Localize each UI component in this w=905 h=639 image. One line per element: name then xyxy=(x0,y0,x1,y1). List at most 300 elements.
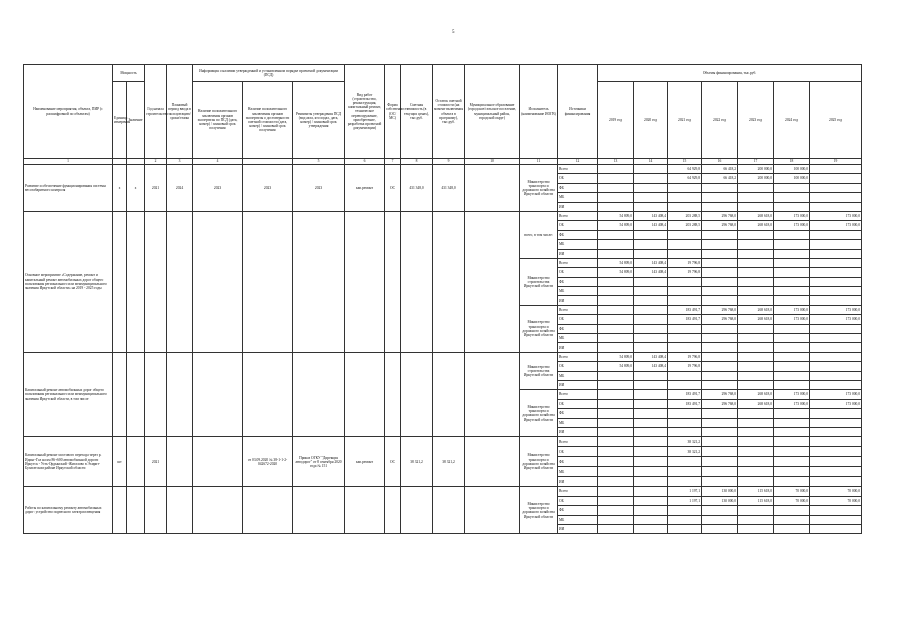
funding-value xyxy=(668,380,702,389)
funding-value xyxy=(774,334,810,343)
planned-year xyxy=(167,352,193,437)
funding-source: МБ xyxy=(558,371,598,380)
funding-value xyxy=(598,409,634,418)
funding-value xyxy=(810,343,862,352)
col-number: 8 xyxy=(401,159,433,165)
funding-value: 54 809,0 xyxy=(598,258,634,267)
funding-value xyxy=(634,230,668,239)
funding-value xyxy=(810,506,862,515)
funding-value xyxy=(810,174,862,183)
work-type: кап.ремонт xyxy=(345,437,385,487)
funding-value xyxy=(810,457,862,467)
col-header-year-2025: 2025 год xyxy=(810,82,862,159)
funding-value xyxy=(774,352,810,361)
funding-value xyxy=(668,240,702,249)
planned-year: 2024 xyxy=(167,165,193,212)
col-header-remaining-cost: Остаток сметной стоимости (на момент включения объекта в программу), тыс.руб. xyxy=(433,65,465,159)
funding-source: Всего xyxy=(558,437,598,447)
capacity-value xyxy=(127,437,145,487)
funding-value: 19 796,8 xyxy=(668,362,702,371)
psd-approval xyxy=(293,487,345,534)
table-row xyxy=(24,437,862,447)
expertise-cost xyxy=(243,211,293,352)
funding-value xyxy=(702,477,738,487)
capacity-value xyxy=(127,211,145,352)
funding-value xyxy=(738,258,774,267)
col-header-capacity: Мощность xyxy=(113,65,145,82)
funding-value xyxy=(634,371,668,380)
col-header-expertise-psd: Наличие положительного заключения органов экспертизы по ПСД (дата, номер) / плановый срок получения xyxy=(193,82,243,159)
col-header-approval: Реквизиты утверждения ПСД (вид акта, кто издал, дата, номер) / плановый срок утверждения xyxy=(293,82,345,159)
remaining-cost xyxy=(433,211,465,352)
funding-value xyxy=(738,418,774,427)
funding-value xyxy=(774,240,810,249)
funding-value xyxy=(702,506,738,515)
funding-source: Всего xyxy=(558,211,598,220)
funding-value xyxy=(810,296,862,305)
funding-value: 66 418,2 xyxy=(702,174,738,183)
funding-value xyxy=(598,174,634,183)
funding-value: 130 000,0 xyxy=(702,496,738,505)
funding-value xyxy=(702,371,738,380)
funding-value xyxy=(634,165,668,174)
planned-year xyxy=(167,211,193,352)
funding-value xyxy=(634,487,668,496)
funding-value xyxy=(810,240,862,249)
funding-value xyxy=(634,447,668,457)
municipality xyxy=(465,165,520,212)
funding-value xyxy=(634,409,668,418)
col-header-planned-year: Плановый период ввода в эксплуатацию/сроки/этапы xyxy=(167,65,193,159)
funding-value: 66 418,2 xyxy=(702,165,738,174)
funding-value xyxy=(702,324,738,333)
funding-value: 173 000,0 xyxy=(774,211,810,220)
funding-value: 268 618,0 xyxy=(738,390,774,399)
funding-source: МБ xyxy=(558,418,598,427)
funding-value xyxy=(634,506,668,515)
table-row xyxy=(24,487,862,496)
funding-value xyxy=(702,268,738,277)
col-number: 19 xyxy=(810,159,862,165)
col-header-work-type: Вид работ (строительство, реконструкция, капитальный ремонт, техническое перевооружение, приобретение, разработка проектной документации) xyxy=(345,65,385,159)
funding-value xyxy=(702,230,738,239)
funding-value xyxy=(774,230,810,239)
funding-value xyxy=(668,183,702,192)
funding-value: 296 768,0 xyxy=(702,390,738,399)
funding-value xyxy=(702,427,738,436)
funding-value xyxy=(738,193,774,202)
funding-value xyxy=(668,515,702,524)
col-header-value: Значение xyxy=(127,82,145,159)
funding-value: 19 796,8 xyxy=(668,258,702,267)
funding-value: 173 000,0 xyxy=(774,305,810,314)
funding-value: 296 768,0 xyxy=(702,305,738,314)
funding-value xyxy=(634,193,668,202)
executor: Министерство транспорта и дорожного хозяйства Иркутской области xyxy=(520,390,558,437)
funding-value: 173 000,0 xyxy=(774,399,810,408)
funding-value xyxy=(774,277,810,286)
municipality xyxy=(465,487,520,534)
capacity-unit xyxy=(113,487,127,534)
funding-value xyxy=(634,427,668,436)
funding-value xyxy=(634,249,668,258)
funding-value xyxy=(598,183,634,192)
funding-value xyxy=(598,467,634,477)
funding-value xyxy=(810,324,862,333)
funding-value: 296 768,0 xyxy=(702,221,738,230)
funding-value xyxy=(810,362,862,371)
funding-source: ФБ xyxy=(558,183,598,192)
funding-value: 54 809,0 xyxy=(598,211,634,220)
funding-value xyxy=(810,268,862,277)
start-year: 2021 xyxy=(145,165,167,212)
funding-value xyxy=(668,418,702,427)
funding-source: ИИ xyxy=(558,343,598,352)
funding-source: Всего xyxy=(558,165,598,174)
funding-value xyxy=(738,334,774,343)
funding-value xyxy=(634,343,668,352)
funding-value xyxy=(598,515,634,524)
work-type xyxy=(345,352,385,437)
funding-value xyxy=(634,380,668,389)
table-body xyxy=(24,165,862,534)
funding-value xyxy=(668,202,702,211)
col-number: 9 xyxy=(433,159,465,165)
funding-value xyxy=(738,230,774,239)
funding-value xyxy=(634,315,668,324)
funding-value xyxy=(668,277,702,286)
col-header-municipality: Муниципальное образование (городское/сельское поселение, муниципальный район, городской округ) xyxy=(465,65,520,159)
funding-value xyxy=(634,467,668,477)
col-number: 14 xyxy=(634,159,668,165)
col-number: 6 xyxy=(345,159,385,165)
funding-value xyxy=(702,287,738,296)
funding-value xyxy=(668,371,702,380)
ownership xyxy=(385,487,401,534)
funding-value: 54 809,0 xyxy=(598,268,634,277)
funding-value xyxy=(702,183,738,192)
col-header-name: Наименование мероприятия, объекта, ПИР (с расшифровкой по объектам) xyxy=(24,65,113,159)
funding-value xyxy=(810,515,862,524)
funding-value: 143 408,4 xyxy=(634,221,668,230)
col-number: 10 xyxy=(465,159,520,165)
funding-value xyxy=(634,277,668,286)
funding-value xyxy=(634,437,668,447)
capacity-unit: шт xyxy=(113,437,127,487)
planned-year xyxy=(167,487,193,534)
funding-value: 143 408,4 xyxy=(634,258,668,267)
funding-source: МБ xyxy=(558,467,598,477)
funding-source: ФБ xyxy=(558,277,598,286)
funding-value xyxy=(702,343,738,352)
funding-value: 173 000,0 xyxy=(810,305,862,314)
funding-value xyxy=(702,362,738,371)
funding-value: 54 809,0 xyxy=(598,362,634,371)
funding-value: 173 000,0 xyxy=(810,211,862,220)
funding-value xyxy=(738,249,774,258)
funding-value xyxy=(738,524,774,533)
funding-value xyxy=(774,343,810,352)
col-number: 3 xyxy=(167,159,193,165)
funding-value xyxy=(598,305,634,314)
funding-value xyxy=(634,457,668,467)
funding-value xyxy=(634,334,668,343)
planned-year xyxy=(167,437,193,487)
funding-value xyxy=(774,296,810,305)
funding-value xyxy=(810,437,862,447)
expertise-psd xyxy=(193,487,243,534)
funding-value xyxy=(668,287,702,296)
funding-value xyxy=(810,467,862,477)
funding-value: 173 000,0 xyxy=(774,390,810,399)
capacity-value: х xyxy=(127,165,145,212)
funding-value xyxy=(702,249,738,258)
measure-name: Развитие и обеспечение функционирования системы весогабаритного контроля xyxy=(24,165,113,212)
funding-value xyxy=(634,524,668,533)
start-year xyxy=(145,352,167,437)
funding-value xyxy=(598,324,634,333)
executor: всего, в том числе: xyxy=(520,211,558,258)
funding-value: 173 000,0 xyxy=(810,315,862,324)
col-header-year-2020: 2020 год xyxy=(634,82,668,159)
capacity-value xyxy=(127,352,145,437)
funding-value: 203 288,5 xyxy=(668,211,702,220)
funding-source: ИИ xyxy=(558,427,598,436)
funding-value xyxy=(738,427,774,436)
funding-source: Всего xyxy=(558,305,598,314)
executor: Министерство транспорта и дорожного хозяйства Иркутской области xyxy=(520,305,558,352)
funding-source: МБ xyxy=(558,287,598,296)
funding-value xyxy=(738,183,774,192)
funding-source: МБ xyxy=(558,240,598,249)
funding-value xyxy=(738,268,774,277)
funding-value xyxy=(774,324,810,333)
funding-source: ОБ xyxy=(558,362,598,371)
funding-value xyxy=(598,249,634,258)
funding-source: ИИ xyxy=(558,249,598,258)
funding-value xyxy=(598,506,634,515)
capacity-unit xyxy=(113,352,127,437)
funding-value: 1 197,1 xyxy=(668,496,702,505)
estimated-cost: 38 321,2 xyxy=(401,437,433,487)
funding-source: ОБ xyxy=(558,221,598,230)
remaining-cost: 431 348,0 xyxy=(433,165,465,212)
estimated-cost xyxy=(401,211,433,352)
col-number: 5 xyxy=(293,159,345,165)
funding-value xyxy=(598,437,634,447)
col-header-financing: Объемы финансирования, тыс.руб. xyxy=(598,65,862,82)
funding-value xyxy=(634,496,668,505)
funding-value xyxy=(774,524,810,533)
funding-source: ИИ xyxy=(558,296,598,305)
funding-value xyxy=(738,506,774,515)
funding-value: 173 000,0 xyxy=(810,390,862,399)
funding-value: 203 288,5 xyxy=(668,221,702,230)
remaining-cost: 38 321,2 xyxy=(433,437,465,487)
funding-value xyxy=(598,487,634,496)
funding-value xyxy=(774,427,810,436)
funding-value xyxy=(810,477,862,487)
funding-value xyxy=(810,287,862,296)
funding-value xyxy=(702,437,738,447)
funding-value xyxy=(774,258,810,267)
funding-value xyxy=(598,418,634,427)
funding-value xyxy=(702,524,738,533)
col-number: 17 xyxy=(738,159,774,165)
funding-source: МБ xyxy=(558,515,598,524)
funding-source: Всего xyxy=(558,258,598,267)
remaining-cost xyxy=(433,487,465,534)
funding-value xyxy=(598,315,634,324)
funding-value xyxy=(774,183,810,192)
funding-value xyxy=(774,418,810,427)
funding-value: 70 000,0 xyxy=(774,487,810,496)
funding-value xyxy=(634,296,668,305)
page-number: 5 xyxy=(452,30,455,35)
funding-value xyxy=(774,268,810,277)
funding-value xyxy=(738,447,774,457)
funding-value xyxy=(738,343,774,352)
funding-value xyxy=(738,457,774,467)
funding-value xyxy=(810,165,862,174)
funding-value xyxy=(774,380,810,389)
funding-value xyxy=(634,515,668,524)
funding-value xyxy=(598,390,634,399)
funding-value: 183 491,7 xyxy=(668,315,702,324)
funding-value xyxy=(810,409,862,418)
expertise-psd xyxy=(193,352,243,437)
funding-value xyxy=(668,343,702,352)
municipality xyxy=(465,352,520,437)
funding-value: 173 000,0 xyxy=(774,315,810,324)
col-header-executor: Исполнитель (наименование ИОГВ) xyxy=(520,65,558,159)
funding-value xyxy=(810,418,862,427)
funding-value: 19 796,8 xyxy=(668,268,702,277)
start-year: 2021 xyxy=(145,437,167,487)
funding-value xyxy=(598,477,634,487)
funding-value xyxy=(702,240,738,249)
funding-value xyxy=(668,334,702,343)
col-number: 7 xyxy=(385,159,401,165)
funding-value xyxy=(702,515,738,524)
funding-value xyxy=(668,193,702,202)
funding-value xyxy=(774,515,810,524)
funding-value xyxy=(738,362,774,371)
funding-value xyxy=(774,362,810,371)
funding-source: ИИ xyxy=(558,524,598,533)
funding-value xyxy=(738,277,774,286)
table-row xyxy=(24,211,862,220)
funding-value xyxy=(598,427,634,436)
funding-value xyxy=(598,343,634,352)
funding-value xyxy=(634,287,668,296)
funding-value xyxy=(668,467,702,477)
funding-value: 100 000,0 xyxy=(774,174,810,183)
col-number: 13 xyxy=(598,159,634,165)
expertise-cost: от 03.09.2020 № 38-1-1-2-042672-2020 xyxy=(243,437,293,487)
financing-table xyxy=(23,64,862,534)
col-header-sources: Источники финансирования xyxy=(558,65,598,159)
funding-value xyxy=(634,183,668,192)
funding-value xyxy=(702,334,738,343)
funding-value xyxy=(738,437,774,447)
funding-source: ИИ xyxy=(558,202,598,211)
municipality xyxy=(465,437,520,487)
funding-value xyxy=(598,496,634,505)
funding-value: 173 000,0 xyxy=(810,399,862,408)
psd-approval: Приказ ОГКУ "Дирекция автодорог" от 8 сентября 2020 года № 151 xyxy=(293,437,345,487)
funding-value: 143 408,4 xyxy=(634,362,668,371)
funding-value xyxy=(774,193,810,202)
funding-value xyxy=(598,296,634,305)
funding-source: ОБ xyxy=(558,399,598,408)
funding-value xyxy=(810,258,862,267)
funding-value xyxy=(598,165,634,174)
funding-value xyxy=(702,457,738,467)
work-type xyxy=(345,487,385,534)
funding-value xyxy=(774,409,810,418)
expertise-cost: 2023 xyxy=(243,165,293,212)
funding-value xyxy=(774,249,810,258)
funding-value: 143 408,4 xyxy=(634,268,668,277)
funding-value: 268 618,0 xyxy=(738,315,774,324)
funding-value xyxy=(702,277,738,286)
funding-source: Всего xyxy=(558,390,598,399)
funding-value xyxy=(598,399,634,408)
funding-value xyxy=(774,506,810,515)
col-number: 12 xyxy=(558,159,598,165)
funding-value xyxy=(634,202,668,211)
funding-source: МБ xyxy=(558,334,598,343)
funding-value xyxy=(598,202,634,211)
funding-value xyxy=(668,524,702,533)
funding-value xyxy=(738,515,774,524)
funding-value xyxy=(598,371,634,380)
funding-value: 38 321,2 xyxy=(668,447,702,457)
funding-value: 268 618,0 xyxy=(738,211,774,220)
funding-source: Всего xyxy=(558,487,598,496)
funding-value xyxy=(810,183,862,192)
funding-source: ОБ xyxy=(558,268,598,277)
col-header-ownership: Форма собственности (ОС/МС) xyxy=(385,65,401,159)
funding-value: 268 618,0 xyxy=(738,399,774,408)
col-number: 4 xyxy=(193,159,243,165)
funding-value xyxy=(810,249,862,258)
start-year xyxy=(145,487,167,534)
psd-approval xyxy=(293,211,345,352)
funding-value xyxy=(668,457,702,467)
funding-value xyxy=(810,380,862,389)
funding-value: 64 929,8 xyxy=(668,174,702,183)
funding-value xyxy=(668,296,702,305)
expertise-psd xyxy=(193,437,243,487)
funding-value: 143 408,4 xyxy=(634,211,668,220)
expertise-cost xyxy=(243,352,293,437)
col-header-unit: Единица измерения xyxy=(113,82,127,159)
funding-value xyxy=(810,334,862,343)
funding-source: ФБ xyxy=(558,506,598,515)
estimated-cost xyxy=(401,487,433,534)
ownership: ОС xyxy=(385,437,401,487)
funding-value xyxy=(774,477,810,487)
funding-value xyxy=(774,437,810,447)
col-header-year-2019: 2019 год xyxy=(598,82,634,159)
expertise-cost xyxy=(243,487,293,534)
funding-value xyxy=(738,296,774,305)
col-header-year-2024: 2024 год xyxy=(774,82,810,159)
funding-value xyxy=(702,202,738,211)
measure-name: Капитальный ремонт мостового перехода через р. Идинг-Гол на км 86+600 автомобильной дороги Иркутск - Усть-Ордынский -Жигалово в Эхирит-Булагатском районе Иркутской области xyxy=(24,437,113,487)
